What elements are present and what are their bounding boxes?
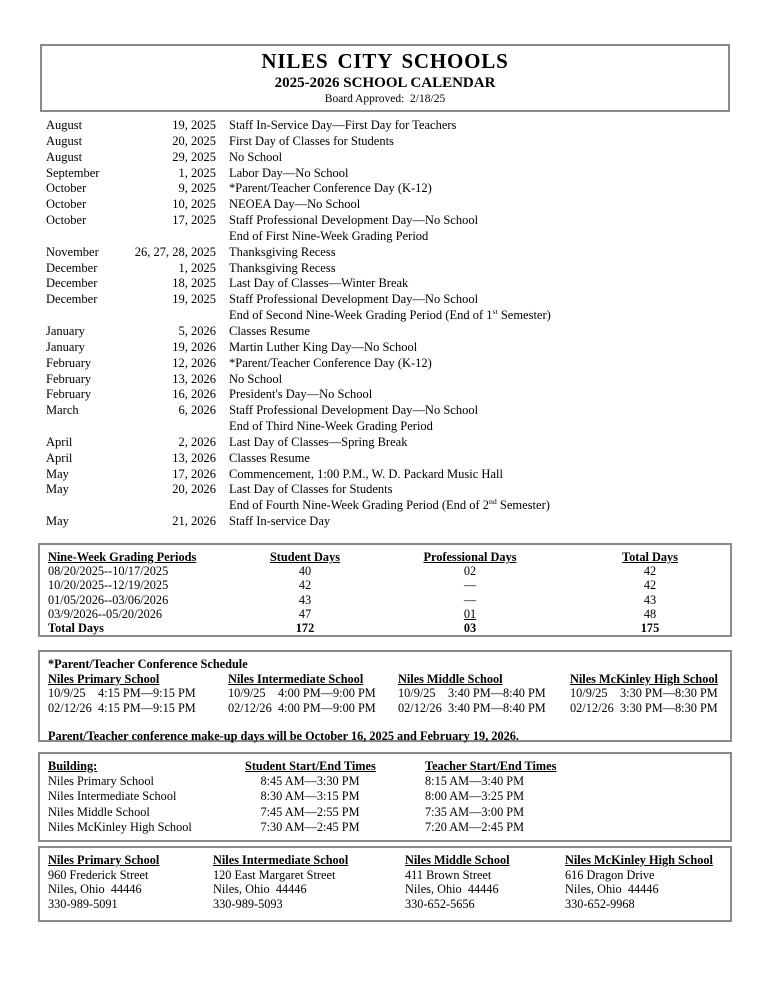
school-name: Niles McKinley High School bbox=[565, 853, 713, 867]
grading-column-header-label: Total Days bbox=[622, 550, 678, 564]
school-name: Niles Primary School bbox=[48, 671, 160, 686]
school-addresses-section bbox=[38, 846, 732, 922]
document-header bbox=[40, 44, 730, 112]
building-column-header-label: Student Start/End Times bbox=[245, 759, 376, 773]
session-date: 10/9/25 bbox=[570, 686, 608, 700]
event-description: Thanksgiving Recess bbox=[229, 260, 336, 275]
event-date: 1, 2025 bbox=[178, 165, 216, 180]
event-description: Thanksgiving Recess bbox=[229, 244, 336, 259]
professional-days-cell bbox=[392, 578, 578, 592]
ordinal-suffix: st bbox=[492, 306, 498, 316]
event-description: End of Second Nine-Week Grading Period (End of 1st Semester) bbox=[229, 306, 551, 323]
event-description: Martin Luther King Day—No School bbox=[229, 339, 418, 354]
event-date: 20, 2026 bbox=[172, 482, 216, 497]
conference-school-column bbox=[398, 672, 570, 716]
conference-session bbox=[398, 701, 570, 716]
calendar-row bbox=[46, 292, 742, 308]
city-state-zip: Niles, Ohio 44446 bbox=[213, 882, 307, 897]
street-address: 411 Brown Street bbox=[405, 867, 492, 882]
total-days-value: 175 bbox=[640, 621, 660, 636]
event-date: 18, 2025 bbox=[172, 276, 216, 291]
conference-session bbox=[570, 686, 722, 701]
student-days-value: 40 bbox=[298, 564, 312, 579]
teacher-start-end-times: 7:20 AM—2:45 PM bbox=[425, 819, 525, 834]
event-date: 13, 2026 bbox=[172, 371, 216, 386]
board-approved-date: Board Approved: 2/18/25 bbox=[324, 93, 446, 105]
session-date: 02/12/26 bbox=[398, 700, 442, 715]
street-address: 960 Frederick Street bbox=[48, 867, 149, 882]
event-description: Staff In-Service Day—First Day for Teachers bbox=[229, 118, 457, 132]
event-date: 1, 2025 bbox=[178, 260, 216, 275]
event-description: Commencement, 1:00 P.M., W. D. Packard Music Hall bbox=[229, 466, 503, 481]
event-date: 13, 2026 bbox=[172, 450, 216, 465]
building-row bbox=[48, 805, 722, 820]
professional-days-cell bbox=[392, 607, 578, 621]
event-month: May bbox=[46, 514, 69, 529]
calendar-row bbox=[46, 276, 742, 292]
event-date bbox=[124, 308, 216, 324]
calendar-row bbox=[46, 213, 742, 229]
event-description: *Parent/Teacher Conference Day (K-12) bbox=[229, 181, 432, 196]
teacher-start-end-times: 8:15 AM—3:40 PM bbox=[425, 774, 525, 789]
event-date: 5, 2026 bbox=[178, 323, 216, 338]
professional-days-value: — bbox=[463, 578, 477, 593]
calendar-row bbox=[46, 419, 742, 435]
event-date bbox=[124, 498, 216, 514]
session-time: 3:30 PM—8:30 PM bbox=[620, 686, 718, 700]
event-description: President's Day—No School bbox=[229, 387, 373, 402]
event-date: 10, 2025 bbox=[172, 197, 216, 212]
event-description: Last Day of Classes—Spring Break bbox=[229, 434, 408, 449]
session-date: 02/12/26 bbox=[570, 700, 614, 715]
calendar-row bbox=[46, 245, 742, 261]
building-row bbox=[48, 820, 722, 835]
event-description: End of First Nine-Week Grading Period bbox=[229, 228, 429, 243]
grading-header-row bbox=[48, 550, 722, 564]
event-description: NEOEA Day—No School bbox=[229, 197, 361, 212]
calendar-row bbox=[46, 356, 742, 372]
event-month: February bbox=[46, 371, 92, 386]
event-month: October bbox=[46, 213, 87, 228]
event-month bbox=[46, 229, 124, 245]
total-days-value: 43 bbox=[643, 592, 657, 607]
calendar-row bbox=[46, 324, 742, 340]
event-month: August bbox=[46, 149, 83, 164]
grading-column-header-label: Student Days bbox=[269, 550, 341, 564]
event-date: 17, 2025 bbox=[172, 213, 216, 228]
conference-school-column bbox=[570, 672, 722, 716]
city-state-zip: Niles, Ohio 44446 bbox=[565, 882, 659, 897]
grading-column-header bbox=[392, 550, 578, 564]
building-row bbox=[48, 774, 722, 789]
total-days-value: 42 bbox=[643, 564, 657, 579]
conference-session bbox=[398, 686, 570, 701]
event-description: Staff Professional Development Day—No School bbox=[229, 403, 479, 418]
building-name: Niles McKinley High School bbox=[48, 819, 192, 834]
event-description: No School bbox=[229, 149, 283, 164]
address-column bbox=[213, 853, 405, 911]
school-name: Niles Intermediate School bbox=[228, 671, 364, 686]
event-description: End of Fourth Nine-Week Grading Period (End of 2nd Semester) bbox=[229, 497, 550, 513]
calendar-row bbox=[46, 261, 742, 277]
event-date: 6, 2026 bbox=[178, 403, 216, 418]
session-time: 3:40 PM—8:40 PM bbox=[448, 686, 546, 700]
event-month: May bbox=[46, 466, 69, 481]
professional-days-value: — bbox=[463, 592, 477, 607]
session-date: 10/9/25 bbox=[398, 686, 436, 700]
conference-schedule-grid bbox=[48, 672, 722, 716]
building-row bbox=[48, 789, 722, 804]
event-month: October bbox=[46, 181, 87, 196]
grading-row bbox=[48, 593, 722, 607]
professional-days-value: 02 bbox=[463, 564, 477, 579]
calendar-row bbox=[46, 197, 742, 213]
student-days-value: 42 bbox=[298, 578, 312, 593]
calendar-event-list bbox=[46, 118, 742, 530]
event-description: *Parent/Teacher Conference Day (K-12) bbox=[229, 355, 432, 370]
grading-row bbox=[48, 578, 722, 592]
event-month: December bbox=[46, 276, 98, 291]
student-days-value: 43 bbox=[298, 592, 312, 607]
event-month: August bbox=[46, 118, 83, 132]
phone-number: 330-652-5656 bbox=[405, 896, 475, 911]
grading-column-header-label: Nine-Week Grading Periods bbox=[48, 550, 197, 564]
school-name: Niles Intermediate School bbox=[213, 853, 349, 867]
calendar-row bbox=[46, 498, 742, 514]
calendar-row bbox=[46, 118, 742, 134]
session-time: 4:15 PM—9:15 PM bbox=[98, 700, 196, 715]
address-column bbox=[48, 853, 213, 911]
teacher-start-end-times: 7:35 AM—3:00 PM bbox=[425, 804, 525, 819]
building-column-header bbox=[245, 759, 425, 774]
event-description: No School bbox=[229, 371, 283, 386]
page-title: NILES CITY SCHOOLS bbox=[261, 49, 509, 73]
event-month: April bbox=[46, 434, 73, 449]
building-times-rows bbox=[48, 759, 722, 835]
event-month: December bbox=[46, 260, 98, 275]
grading-period: 03/9/2026--05/20/2026 bbox=[48, 606, 163, 621]
calendar-row bbox=[46, 134, 742, 150]
session-time: 4:00 PM—9:00 PM bbox=[278, 700, 376, 715]
grading-periods-table bbox=[38, 543, 732, 637]
event-date bbox=[124, 229, 216, 245]
event-month: February bbox=[46, 387, 92, 402]
event-date: 2, 2026 bbox=[178, 434, 216, 449]
building-header-row bbox=[48, 759, 722, 774]
page-subtitle: 2025-2026 SCHOOL CALENDAR bbox=[274, 75, 496, 91]
total-days-value: 48 bbox=[643, 606, 657, 621]
student-start-end-times: 7:45 AM—2:55 PM bbox=[260, 804, 360, 819]
event-description: Labor Day—No School bbox=[229, 165, 349, 180]
professional-days-cell bbox=[392, 564, 578, 578]
grading-period: 08/20/2025--10/17/2025 bbox=[48, 564, 169, 579]
calendar-row bbox=[46, 340, 742, 356]
grading-row bbox=[48, 564, 722, 578]
grading-periods-rows bbox=[48, 550, 722, 635]
address-column bbox=[405, 853, 565, 911]
event-date bbox=[124, 419, 216, 435]
event-month: March bbox=[46, 403, 79, 418]
teacher-start-end-times: 8:00 AM—3:25 PM bbox=[425, 789, 525, 804]
school-name: Niles Middle School bbox=[398, 671, 503, 686]
student-start-end-times: 7:30 AM—2:45 PM bbox=[260, 819, 360, 834]
conference-session bbox=[48, 701, 228, 716]
grading-row bbox=[48, 621, 722, 635]
school-name: Niles Middle School bbox=[405, 853, 510, 867]
building-column-header bbox=[48, 759, 245, 774]
event-month: August bbox=[46, 133, 83, 148]
event-description: Last Day of Classes—Winter Break bbox=[229, 276, 409, 291]
grading-column-header bbox=[218, 550, 392, 564]
calendar-row bbox=[46, 166, 742, 182]
event-month: December bbox=[46, 292, 98, 307]
event-month: November bbox=[46, 244, 99, 259]
event-date: 19, 2025 bbox=[172, 292, 216, 307]
event-date: 29, 2025 bbox=[172, 149, 216, 164]
ordinal-suffix: nd bbox=[489, 497, 497, 507]
total-days-value: 42 bbox=[643, 578, 657, 593]
calendar-row bbox=[46, 181, 742, 197]
address-column bbox=[565, 853, 722, 911]
event-description: First Day of Classes for Students bbox=[229, 133, 394, 148]
conference-school-column bbox=[48, 672, 228, 716]
grading-column-header-label: Professional Days bbox=[423, 550, 517, 564]
session-time: 3:40 PM—8:40 PM bbox=[448, 700, 546, 715]
event-description: Classes Resume bbox=[229, 323, 310, 338]
professional-days-cell bbox=[392, 593, 578, 607]
student-start-end-times: 8:45 AM—3:30 PM bbox=[260, 774, 360, 789]
building-column-header bbox=[425, 759, 722, 774]
event-date: 19, 2025 bbox=[172, 118, 216, 132]
event-date: 26, 27, 28, 2025 bbox=[134, 244, 216, 259]
phone-number: 330-989-5091 bbox=[48, 896, 118, 911]
school-name: Niles McKinley High School bbox=[570, 671, 718, 686]
event-date: 21, 2026 bbox=[172, 514, 216, 529]
calendar-row bbox=[46, 229, 742, 245]
phone-number: 330-652-9968 bbox=[565, 896, 635, 911]
professional-days-cell bbox=[392, 621, 578, 635]
event-month bbox=[46, 419, 124, 435]
city-state-zip: Niles, Ohio 44446 bbox=[405, 882, 499, 897]
session-date: 10/9/25 bbox=[228, 686, 266, 700]
event-month: October bbox=[46, 197, 87, 212]
building-name: Niles Middle School bbox=[48, 804, 150, 819]
event-description: Last Day of Classes for Students bbox=[229, 482, 393, 497]
event-month: January bbox=[46, 339, 85, 354]
calendar-row bbox=[46, 403, 742, 419]
event-month: January bbox=[46, 323, 85, 338]
conference-session bbox=[228, 701, 398, 716]
city-state-zip: Niles, Ohio 44446 bbox=[48, 882, 142, 897]
event-month: May bbox=[46, 482, 69, 497]
grading-period: Total Days bbox=[48, 621, 104, 636]
calendar-row bbox=[46, 467, 742, 483]
event-date: 17, 2026 bbox=[172, 466, 216, 481]
event-date: 20, 2025 bbox=[172, 133, 216, 148]
event-description: Staff In-service Day bbox=[229, 514, 331, 529]
calendar-row bbox=[46, 150, 742, 166]
conference-schedule-section bbox=[38, 650, 732, 742]
building-name: Niles Primary School bbox=[48, 774, 154, 789]
calendar-row bbox=[46, 451, 742, 467]
event-description: Staff Professional Development Day—No School bbox=[229, 292, 479, 307]
building-column-header-label: Building: bbox=[48, 759, 98, 773]
session-time: 4:00 PM—9:00 PM bbox=[278, 686, 376, 700]
event-description: Classes Resume bbox=[229, 450, 310, 465]
calendar-row bbox=[46, 514, 742, 530]
event-month bbox=[46, 308, 124, 324]
professional-days-value: 03 bbox=[463, 621, 477, 636]
event-month: February bbox=[46, 355, 92, 370]
building-times-table bbox=[38, 752, 732, 842]
conference-session bbox=[228, 686, 398, 701]
session-time: 4:15 PM—9:15 PM bbox=[98, 686, 196, 700]
professional-days-value: 01 bbox=[463, 606, 477, 621]
calendar-row bbox=[46, 482, 742, 498]
event-description: Staff Professional Development Day—No School bbox=[229, 213, 479, 228]
phone-number: 330-989-5093 bbox=[213, 896, 283, 911]
event-month: April bbox=[46, 450, 73, 465]
conference-session bbox=[570, 701, 722, 716]
grading-period: 01/05/2026--03/06/2026 bbox=[48, 592, 169, 607]
event-date: 12, 2026 bbox=[172, 355, 216, 370]
session-date: 02/12/26 bbox=[228, 700, 272, 715]
grading-column-header bbox=[578, 550, 722, 564]
building-name: Niles Intermediate School bbox=[48, 789, 177, 804]
grading-column-header bbox=[48, 550, 218, 564]
school-addresses-grid bbox=[48, 853, 722, 911]
building-column-header-label: Teacher Start/End Times bbox=[425, 759, 557, 773]
session-date: 02/12/26 bbox=[48, 700, 92, 715]
grading-period: 10/20/2025--12/19/2025 bbox=[48, 578, 169, 593]
event-month: September bbox=[46, 165, 100, 180]
conference-school-column bbox=[228, 672, 398, 716]
calendar-row bbox=[46, 387, 742, 403]
student-days-value: 47 bbox=[298, 606, 312, 621]
grading-row bbox=[48, 607, 722, 621]
conference-session bbox=[48, 686, 228, 701]
event-description: End of Third Nine-Week Grading Period bbox=[229, 419, 433, 434]
calendar-row bbox=[46, 372, 742, 388]
student-days-value: 172 bbox=[295, 621, 315, 636]
event-date: 9, 2025 bbox=[178, 181, 216, 196]
conference-makeup-note: Parent/Teacher conference make-up days will be October 16, 2025 and February 19, 2026. bbox=[48, 729, 520, 743]
calendar-row bbox=[46, 435, 742, 451]
session-time: 3:30 PM—8:30 PM bbox=[620, 700, 718, 715]
calendar-row bbox=[46, 308, 742, 324]
session-date: 10/9/25 bbox=[48, 686, 86, 700]
student-start-end-times: 8:30 AM—3:15 PM bbox=[260, 789, 360, 804]
street-address: 616 Dragon Drive bbox=[565, 867, 655, 882]
school-name: Niles Primary School bbox=[48, 853, 160, 867]
event-date: 16, 2026 bbox=[172, 387, 216, 402]
conference-schedule-title: *Parent/Teacher Conference Schedule bbox=[48, 657, 248, 671]
event-month bbox=[46, 498, 124, 514]
event-date: 19, 2026 bbox=[172, 339, 216, 354]
street-address: 120 East Margaret Street bbox=[213, 867, 336, 882]
